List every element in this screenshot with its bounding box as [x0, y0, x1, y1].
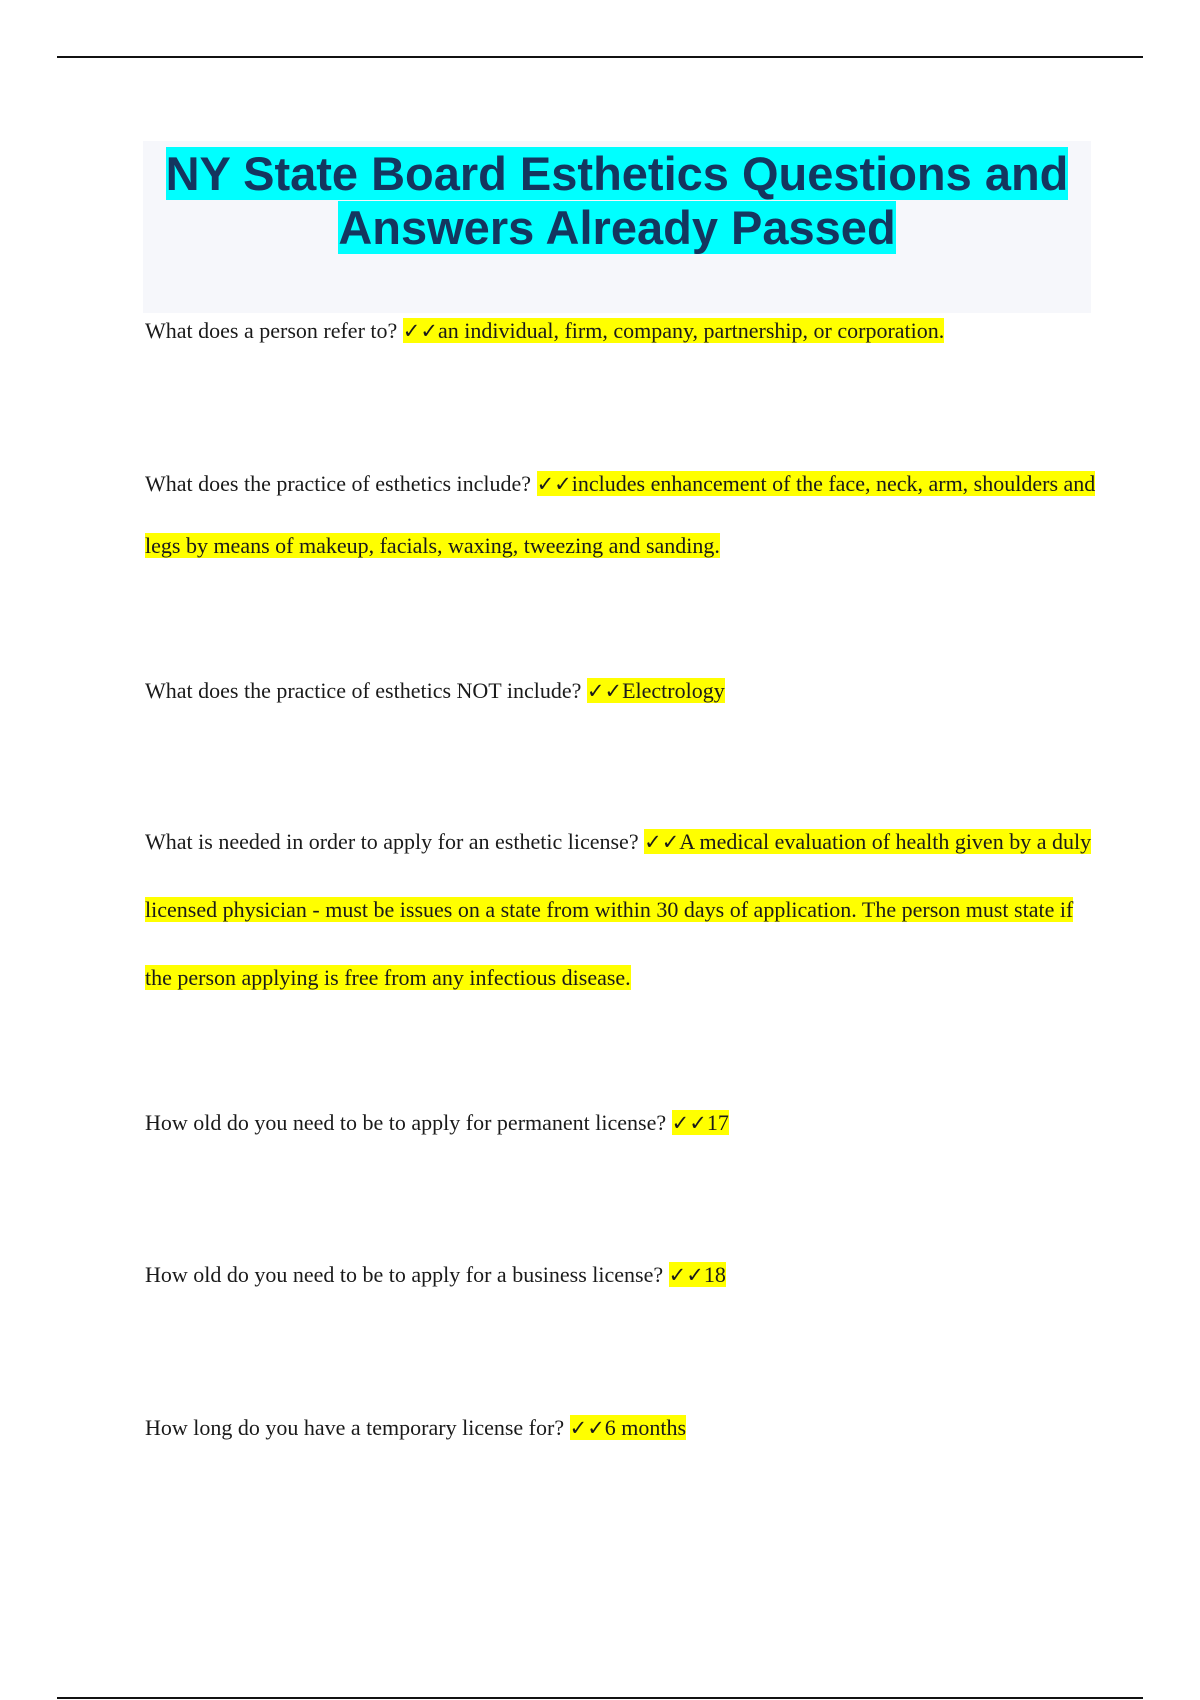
bottom-rule	[57, 1697, 1143, 1699]
document-title: NY State Board Esthetics Questions and Answers Already Passed	[165, 147, 1069, 254]
check-mark-icon: ✓✓	[668, 1263, 704, 1287]
question-text: How old do you need to be to apply for permanent license?	[145, 1110, 667, 1135]
qa-item	[145, 453, 1105, 576]
title-box	[143, 141, 1091, 313]
qa-item	[145, 1397, 1105, 1459]
answer-text: ✓✓18	[668, 1262, 726, 1287]
check-mark-icon: ✓✓	[586, 679, 623, 703]
qa-item	[145, 660, 1105, 722]
check-mark-icon: ✓✓	[536, 472, 572, 496]
question-text: What does the practice of esthetics NOT include?	[145, 678, 582, 703]
qa-item	[145, 300, 1105, 362]
question-text: How long do you have a temporary license for?	[145, 1415, 565, 1440]
qa-item	[145, 808, 1105, 1012]
answer-text: ✓✓includes enhancement of the face, neck, arm, shoulders and legs by means of makeup, facials, waxing, tweezing and sanding.	[145, 471, 1096, 558]
question-text: How old do you need to be to apply for a business license?	[145, 1262, 664, 1287]
check-mark-icon: ✓✓	[402, 319, 438, 343]
answer-text: ✓✓an individual, firm, company, partnership, or corporation.	[402, 318, 945, 343]
question-text: What does the practice of esthetics include?	[145, 471, 532, 496]
top-rule	[57, 56, 1143, 58]
answer-text: ✓✓17	[671, 1110, 729, 1135]
qa-item	[145, 1092, 1105, 1154]
answer-text: ✓✓6 months	[569, 1415, 687, 1440]
check-mark-icon: ✓✓	[569, 1416, 605, 1440]
answer-text: ✓✓A medical evaluation of health given by a duly licensed physician - must be issues on a state from within 30 days of application. The person must state if the person applying is free from any infectious disease.	[145, 829, 1092, 990]
question-text: What is needed in order to apply for an esthetic license?	[145, 829, 639, 854]
qa-item	[145, 1244, 1105, 1306]
check-mark-icon: ✓✓	[644, 830, 680, 854]
question-text: What does a person refer to?	[145, 318, 398, 343]
check-mark-icon: ✓✓	[671, 1111, 707, 1135]
answer-text: ✓✓Electrology	[586, 678, 725, 703]
